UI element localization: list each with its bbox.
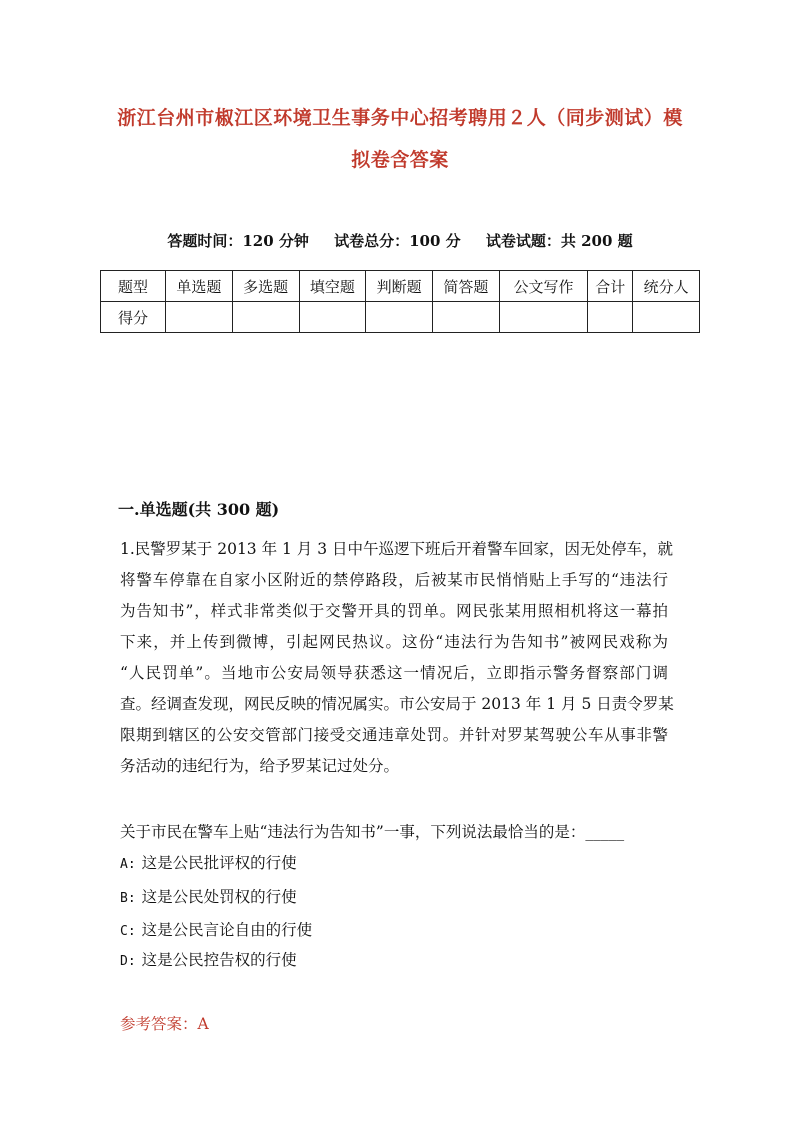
question-body: [120, 534, 674, 782]
score-cell: [166, 302, 233, 333]
document-title-line2: 拟卷含答案: [351, 149, 449, 171]
question-line: 务活动的违纪行为，给予罗某记过处分。: [120, 757, 400, 775]
question-line: 将警车停靠在自家小区附近的禁停路段，后被某市民悄悄贴上手写的“违法行: [120, 571, 668, 589]
option-text: 这是公民处罚权的行使: [141, 888, 297, 906]
question-line: 为告知书”，样式非常类似于交警开具的罚单。网民张某用照相机将这一幕拍: [120, 602, 668, 620]
option-d: [120, 948, 297, 970]
score-table: [100, 270, 700, 333]
option-b: [120, 885, 297, 907]
score-table-header: 题型: [101, 271, 166, 302]
score-table-score-row: [101, 302, 700, 333]
question-line: “人民罚单”。当地市公安局领导获悉这一情况后，立即指示警务督察部门调: [120, 664, 668, 682]
score-table-header: 合计: [588, 271, 633, 302]
score-cell: [633, 302, 700, 333]
score-table-header: 简答题: [433, 271, 500, 302]
score-table-header: 统分人: [633, 271, 700, 302]
option-a: [120, 851, 297, 873]
score-table-header: 多选题: [232, 271, 299, 302]
score-table-header: 判断题: [366, 271, 433, 302]
section-heading: 一.单选题(共 300 题): [118, 500, 280, 519]
question-prompt: 关于市民在警车上贴“违法行为告知书”一事，下列说法最恰当的是：_____: [120, 823, 625, 841]
option-letter: A:: [120, 857, 136, 872]
question-line: 下来，并上传到微博，引起网民热议。这份“违法行为告知书”被网民戏称为: [120, 633, 668, 651]
score-table-header-row: [101, 271, 700, 302]
score-cell: [588, 302, 633, 333]
option-letter: C:: [120, 924, 136, 939]
exam-question-count: 试卷试题：共 200 题: [485, 232, 633, 250]
document-title-line1: 浙江台州市椒江区环境卫生事务中心招考聘用２人（同步测试）模: [117, 107, 683, 129]
score-table-header: 填空题: [299, 271, 366, 302]
score-cell: [366, 302, 433, 333]
score-cell: [433, 302, 500, 333]
question-line: 查。经调查发现，网民反映的情况属实。市公安局于 2013 年 1 月 5 日责令罗某: [120, 695, 674, 713]
option-text: 这是公民批评权的行使: [141, 854, 297, 872]
score-row-label: 得分: [101, 302, 166, 333]
exam-meta: [0, 230, 800, 251]
option-letter: B:: [120, 891, 136, 906]
exam-total-score: 试卷总分：100 分: [334, 232, 461, 250]
reference-answer: 参考答案：A: [120, 1015, 209, 1033]
option-c: [120, 918, 312, 940]
score-cell: [499, 302, 588, 333]
option-text: 这是公民言论自由的行使: [141, 921, 313, 939]
score-table-header: 公文写作: [499, 271, 588, 302]
score-cell: [299, 302, 366, 333]
score-cell: [232, 302, 299, 333]
question-line: 1.民警罗某于 2013 年 1 月 3 日中午巡逻下班后开着警车回家，因无处停车，就: [120, 540, 674, 558]
option-text: 这是公民控告权的行使: [141, 951, 297, 969]
exam-time: 答题时间：120 分钟: [167, 232, 309, 250]
option-letter: D:: [120, 954, 136, 969]
question-line: 限期到辖区的公安交管部门接受交通违章处罚。并针对罗某驾驶公车从事非警: [120, 726, 668, 744]
score-table-header: 单选题: [166, 271, 233, 302]
